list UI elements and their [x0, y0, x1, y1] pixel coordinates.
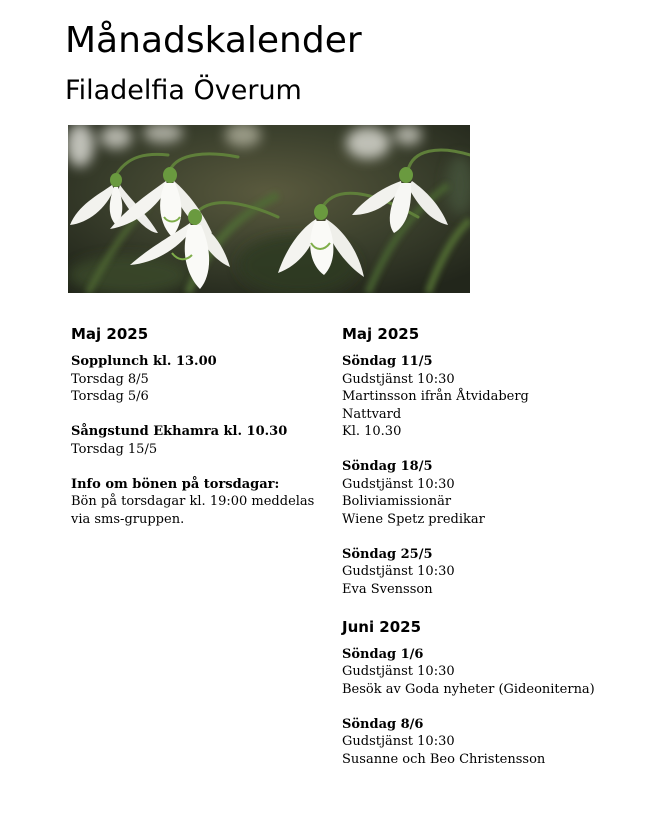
snowdrop-photo	[68, 125, 470, 293]
event-line: Susanne och Beo Christensson	[342, 751, 546, 767]
event-line: Boliviamissionär	[342, 494, 452, 509]
event-line: Gudstjänst 10:30	[342, 664, 455, 679]
event-block-sangstund	[71, 423, 316, 458]
event-line: Gudstjänst 10:30	[342, 734, 455, 749]
event-line: Wiene Spetz predikar	[342, 511, 485, 527]
event-heading: Söndag 25/5	[342, 546, 433, 562]
event-heading: Info om bönen på torsdagar:	[71, 476, 280, 492]
event-heading: Söndag 18/5	[342, 459, 433, 474]
event-line: Kl. 10.30	[342, 424, 402, 439]
event-block-sondag-11-5	[342, 353, 632, 441]
event-block-bon-info	[71, 476, 316, 529]
month-heading: Maj 2025	[342, 325, 420, 343]
event-block-sondag-18-5	[342, 458, 632, 528]
event-heading: Söndag 11/5	[342, 354, 433, 369]
page-title: Månadskalender	[65, 20, 362, 61]
event-line: Torsdag 5/6	[71, 389, 149, 404]
event-line: Gudstjänst 10:30	[342, 371, 455, 387]
right-column	[342, 323, 632, 786]
month-heading: Juni 2025	[342, 617, 422, 636]
event-block-sopplunch	[71, 353, 316, 406]
event-line: Martinsson ifrån Åtvidaberg	[342, 389, 529, 404]
event-heading: Söndag 8/6	[342, 716, 424, 732]
event-block-sondag-8-6	[342, 716, 632, 769]
month-heading: Maj 2025	[71, 325, 149, 343]
event-heading: Sångstund Ekhamra kl. 10.30	[71, 424, 288, 439]
event-heading: Söndag 1/6	[342, 646, 424, 662]
event-line: Besök av Goda nyheter (Gideoniterna)	[342, 681, 595, 697]
event-line: Torsdag 8/5	[71, 371, 149, 387]
left-column	[71, 323, 316, 546]
event-line: Nattvard	[342, 406, 402, 422]
event-line: Eva Svensson	[342, 581, 433, 597]
event-block-sondag-1-6	[342, 646, 632, 699]
event-block-sondag-25-5	[342, 546, 632, 599]
event-line: Gudstjänst 10:30	[342, 564, 455, 579]
event-line: Torsdag 15/5	[71, 441, 158, 457]
event-line: Gudstjänst 10:30	[342, 476, 455, 492]
page-subtitle: Filadelfia Överum	[65, 75, 302, 106]
event-line: Bön på torsdagar kl. 19:00 meddelas via sms-gruppen.	[71, 494, 315, 527]
event-heading: Sopplunch kl. 13.00	[71, 354, 217, 369]
